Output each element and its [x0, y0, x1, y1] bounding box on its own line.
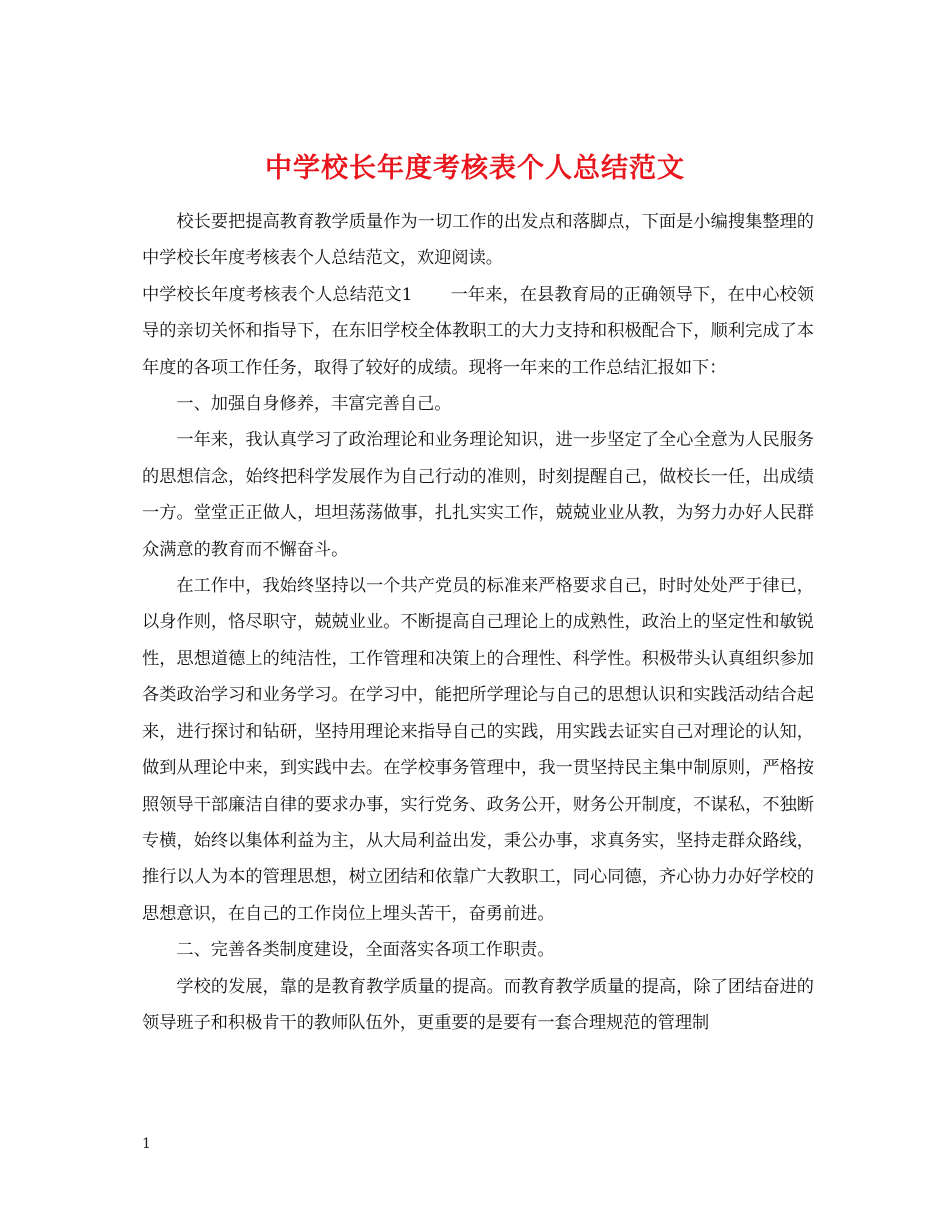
body-paragraph-two: 在工作中，我始终坚持以一个共产党员的标准来严格要求自己，时时处处严于律已，以身作则，恪尽职守，兢兢业业。不断提高自己理论上的成熟性，政治上的坚定性和敏锐性，思想道德上的纯洁性，工作管理和决策上的合理性、科学性。积极带头认真组织参加各类政治学习和业务学习。在学习中，能把所学理论与自己的思想认识和实践活动结合起来，进行探讨和钻研，坚持用理论来指导自己的实践，用实践去证实自己对理论的认知，做到从理论中来，到实践中去。在学校事务管理中，我一贯坚持民主集中制原则，严格按照领导干部廉洁自律的要求办事，实行党务、政务公开，财务公开制度，不谋私，不独断专横，始终以集体利益为主，从大局利益出发，秉公办事，求真务实，坚持走群众路线，推行以人为本的管理思想，树立团结和依靠广大教职工，同心同德，齐心协力办好学校的思想意识，在自己的工作岗位上埋头苦干，奋勇前进。 — [142, 576, 814, 924]
heading-one: 一、加强自身修养，丰富完善自己。 — [176, 394, 452, 415]
document-title: 中学校长年度考核表个人总结范文 — [265, 153, 685, 185]
page-number: 1 — [142, 1136, 151, 1152]
body-paragraph-three: 学校的发展，靠的是教育教学质量的提高。而教育教学质量的提高，除了团结奋进的领导班子和积极肯干的教师队伍外，更重要的是要有一套合理规范的管理制 — [142, 976, 814, 1033]
section-label: 中学校长年度考核表个人总结范文1 — [142, 284, 413, 305]
section-text: 一年来，在县教育局的正确领导下，在中心校领导的亲切关怀和指导下，在东旧学校全体教职工的大力支持和积极配合下，顺利完成了本年度的各项工作任务，取得了较好的成绩。现将一年来的工作总结汇报如下： — [142, 284, 814, 378]
body-paragraph-one: 一年来，我认真学习了政治理论和业务理论知识，进一步坚定了全心全意为人民服务的思想信念，始终把科学发展作为自己行动的准则，时刻提醒自己，做校长一任，出成绩一方。堂堂正正做人，坦坦荡荡做事，扎扎实实工作，兢兢业业从教，为努力办好人民群众满意的教育而不懈奋斗。 — [142, 430, 814, 560]
heading-two: 二、完善各类制度建设，全面落实各项工作职责。 — [176, 940, 555, 961]
section-paragraph — [142, 277, 814, 386]
intro-paragraph: 校长要把提高教育教学质量作为一切工作的出发点和落脚点，下面是小编搜集整理的中学校长年度考核表个人总结范文，欢迎阅读。 — [142, 212, 814, 269]
document-body — [142, 204, 814, 1041]
